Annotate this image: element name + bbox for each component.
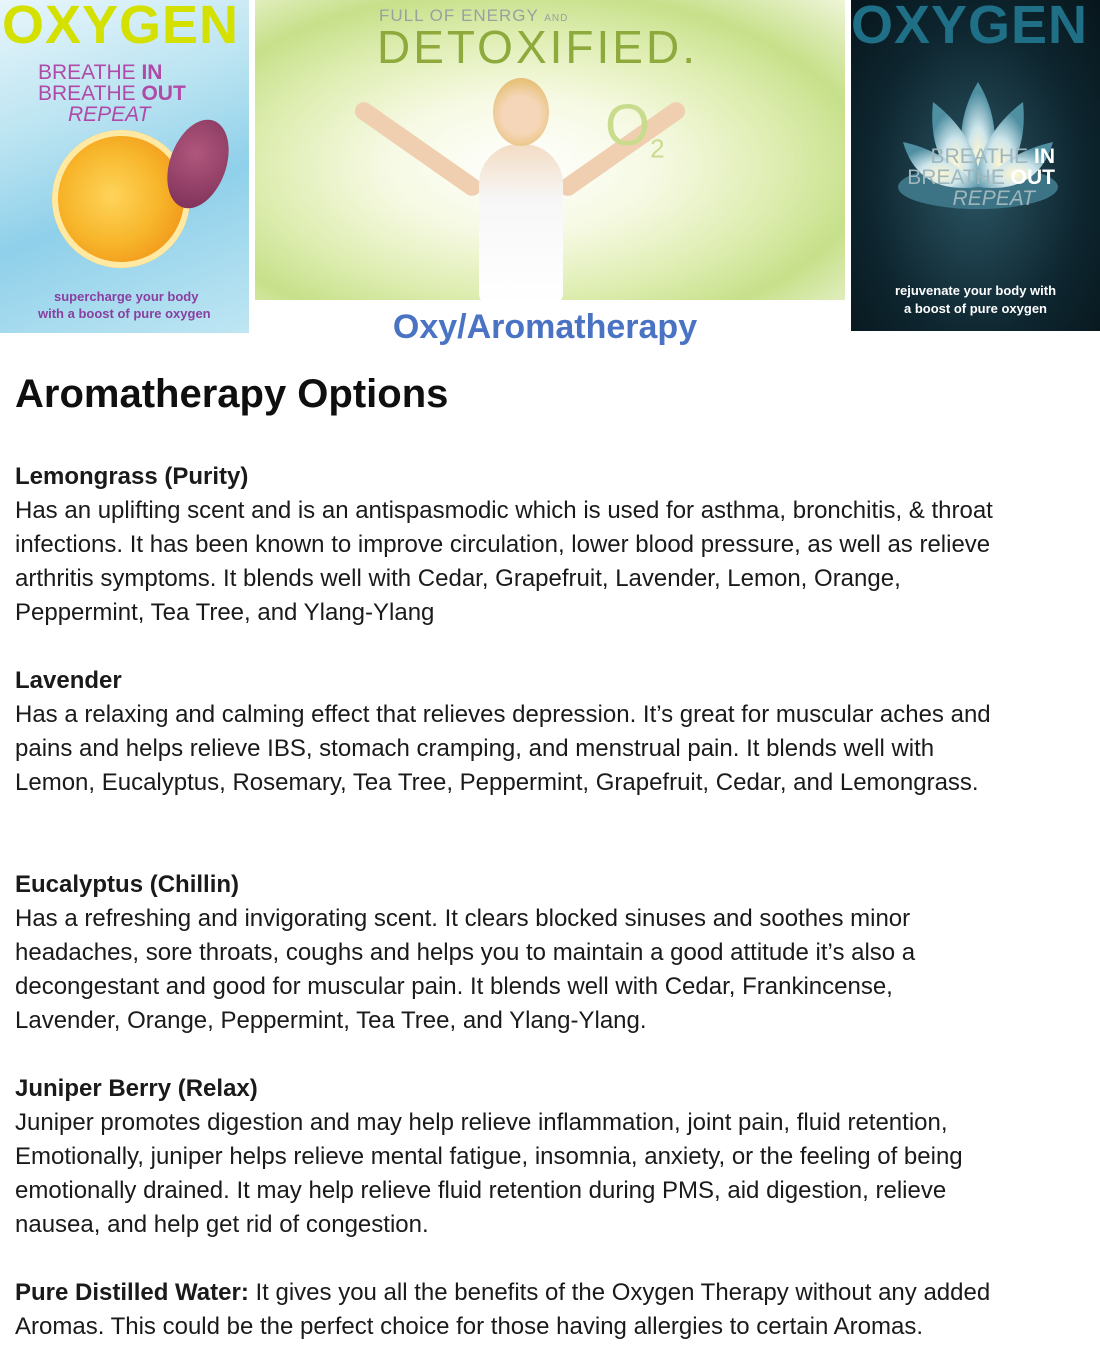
option-lemongrass — [15, 460, 1090, 630]
middle-poster-line-2: DETOXIFIED. — [377, 21, 698, 73]
middle-poster-image — [255, 0, 845, 300]
option-name: Pure Distilled Water: — [15, 1279, 249, 1306]
aromatherapy-options-list — [15, 460, 1090, 1344]
option-pure-distilled-water — [15, 1276, 1090, 1344]
option-description-line: headaches, sore throats, coughs and helps you to maintain a good attitude it’s also a — [15, 939, 916, 966]
left-poster-tagline: BREATHE IN BREATHE OUT REPEAT — [38, 61, 186, 126]
option-description-line: Peppermint, Tea Tree, and Ylang-Ylang — [15, 599, 435, 626]
option-description-line: Lemon, Eucalyptus, Rosemary, Tea Tree, Peppermint, Grapefruit, Cedar, and Lemongrass. — [15, 769, 979, 796]
option-eucalyptus — [15, 868, 1090, 1038]
right-poster-brand: OXYGEN — [851, 0, 1089, 55]
option-description-line: It gives you all the benefits of the Oxygen Therapy without any added — [248, 1279, 991, 1306]
option-description-line: emotionally drained. It may help relieve fluid retention during PMS, aid digestion, relieve — [15, 1177, 947, 1204]
option-description-line: decongestant and good for muscular pain. It blends well with Cedar, Frankincense, — [15, 973, 893, 1000]
option-description-line: Has a refreshing and invigorating scent. It clears blocked sinuses and soothes minor — [15, 905, 911, 932]
option-description-line: Emotionally, juniper helps relieve mental fatigue, insomnia, anxiety, or the feeling of being — [15, 1143, 963, 1170]
option-description-line: Has an uplifting scent and is an antispasmodic which is used for asthma, bronchitis, & throat — [15, 497, 993, 524]
left-poster-brand: OXYGEN — [2, 0, 240, 55]
woman-arms-raised-graphic — [461, 78, 581, 300]
right-poster-tagline: BREATHE IN BREATHE OUT REPEAT — [907, 145, 1055, 210]
option-lavender — [15, 664, 1090, 800]
option-juniper-berry — [15, 1072, 1090, 1242]
right-poster-image — [851, 0, 1100, 331]
page-title: Aromatherapy Options — [15, 372, 449, 416]
left-poster-image — [0, 0, 249, 333]
right-poster-caption: rejuvenate your body with a boost of pure oxygen — [894, 283, 1057, 316]
option-description-line: Juniper promotes digestion and may help relieve inflammation, joint pain, fluid retention, — [15, 1109, 948, 1136]
option-name: Juniper Berry (Relax) — [15, 1075, 258, 1102]
option-description-line: nausea, and help get rid of congestion. — [15, 1211, 429, 1238]
option-name: Eucalyptus (Chillin) — [15, 871, 240, 898]
left-poster-caption: supercharge your body with a boost of pure oxygen — [38, 289, 211, 321]
option-description-line: Has a relaxing and calming effect that relieves depression. It’s great for muscular aches and — [15, 701, 991, 728]
page-subtitle: Oxy/Aromatherapy — [392, 308, 698, 346]
option-description-line: Aromas. This could be the perfect choice for those having allergies to certain Aromas. — [15, 1313, 924, 1340]
o2-symbol: $O_2$ — [605, 93, 665, 164]
option-description-line: arthritis symptoms. It blends well with Cedar, Grapefruit, Lavender, Lemon, Orange, — [15, 565, 901, 592]
option-description-line: infections. It has been known to improve circulation, lower blood pressure, as well as relieve — [15, 531, 991, 558]
option-description-line: pains and helps relieve IBS, stomach cramping, and menstrual pain. It blends well with — [15, 735, 935, 762]
option-name: Lavender — [15, 667, 122, 694]
option-name: Lemongrass (Purity) — [15, 463, 249, 490]
middle-poster-line-1: FULL OF ENERGY AND — [379, 6, 569, 25]
option-description-line: Lavender, Orange, Peppermint, Tea Tree, and Ylang-Ylang. — [15, 1007, 647, 1034]
